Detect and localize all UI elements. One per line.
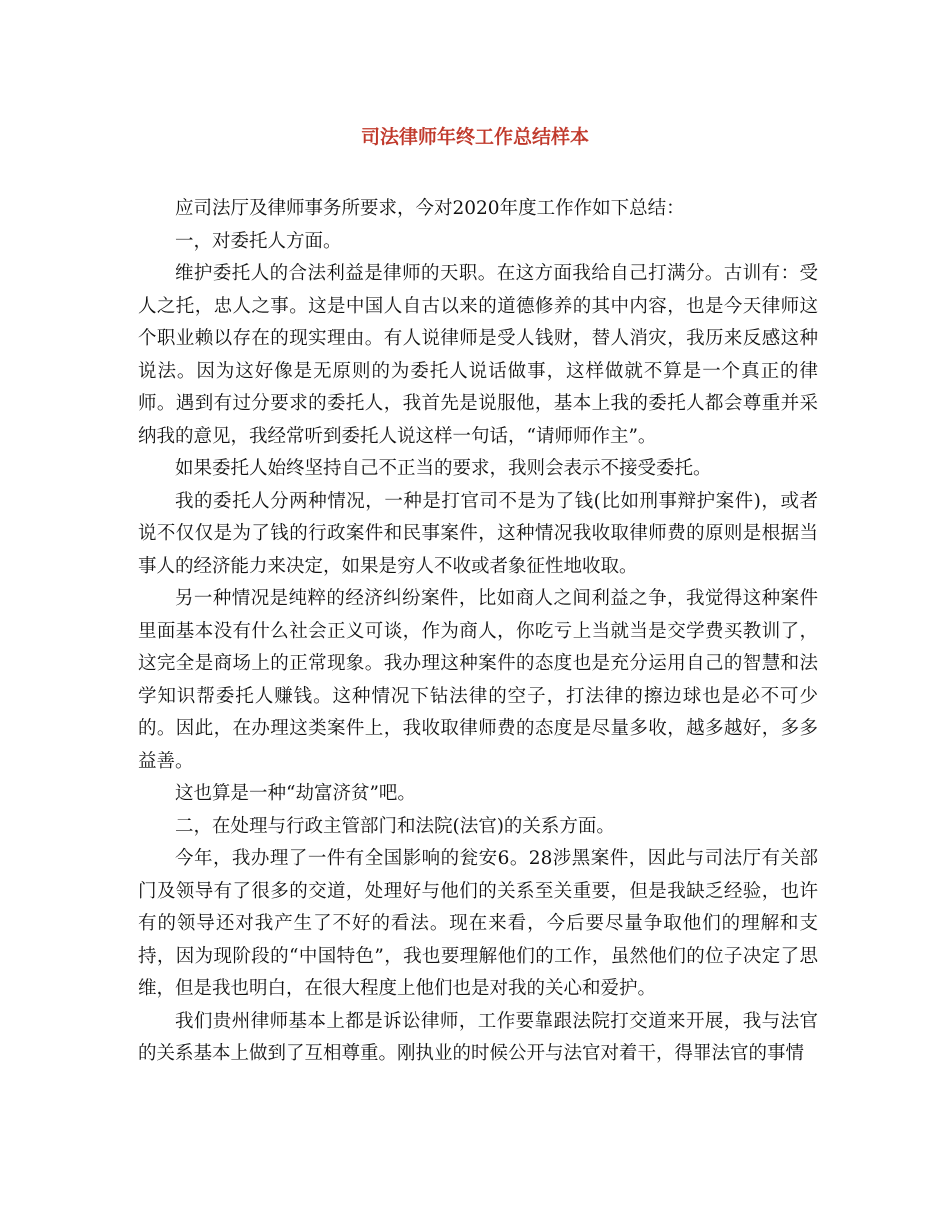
- paragraph: 如果委托人始终坚持自己不正当的要求，我则会表示不接受委托。: [175, 458, 712, 479]
- document-title: 司法律师年终工作总结样本: [360, 126, 589, 148]
- paragraph: 我们贵州律师基本上都是诉讼律师，工作要靠跟法院打交道来开展，我与法官的关系基本上做到了互相尊重。刚执业的时候公开与法官对着干，得罪法官的事情: [138, 1010, 818, 1064]
- paragraph-intro: 应司法厅及律师事务所要求，今对2020年度工作作如下总结：: [175, 198, 685, 219]
- paragraph: 今年，我办理了一件有全国影响的瓮安6。28涉黑案件，因此与司法厅有关部门及领导有了很多的交道，处理好与他们的关系至关重要，但是我缺乏经验，也许有的领导还对我产生了不好的看法。现在来看，今后要尽量争取他们的理解和支持，因为现阶段的“中国特色”，我也要理解他们的工作，虽然他们的位子决定了思维，但是我也明白，在很大程度上他们也是对我的关心和爱护。: [138, 848, 818, 999]
- paragraph: 维护委托人的合法利益是律师的天职。在这方面我给自己打满分。古训有：受人之托，忠人之事。这是中国人自古以来的道德修养的其中内容，也是今天律师这个职业赖以存在的现实理由。有人说律师是受人钱财，替人消灾，我历来反感这种说法。因为这好像是无原则的为委托人说话做事，这样做就不算是一个真正的律师。遇到有过分要求的委托人，我首先是说服他，基本上我的委托人都会尊重并采纳我的意见，我经常听到委托人说这样一句话，“请师师作主”。: [138, 263, 818, 447]
- section-heading-clients: 一，对委托人方面。: [175, 230, 342, 252]
- paragraph: 另一种情况是纯粹的经济纠纷案件，比如商人之间利益之争，我觉得这种案件里面基本没有什么社会正义可谈，作为商人，你吃亏上当就当是交学费买教训了，这完全是商场上的正常现象。我办理这种案件的态度也是充分运用自己的智慧和法学知识帮委托人赚钱。这种情况下钻法律的空子，打法律的擦边球也是必不可少的。因此，在办理这类案件上，我收取律师费的态度是尽量多收，越多越好，多多益善。: [138, 588, 818, 772]
- document-body: [138, 193, 818, 1071]
- section-heading-authorities: 二，在处理与行政主管部门和法院(法官)的关系方面。: [175, 815, 615, 837]
- paragraph: 我的委托人分两种情况，一种是打官司不是为了钱(比如刑事辩护案件)，或者说不仅仅是为了钱的行政案件和民事案件，这种情况我收取律师费的原则是根据当事人的经济能力来决定，如果是穷人不收或者象征性地收取。: [138, 490, 818, 577]
- paragraph: 这也算是一种“劫富济贫”吧。: [175, 783, 416, 804]
